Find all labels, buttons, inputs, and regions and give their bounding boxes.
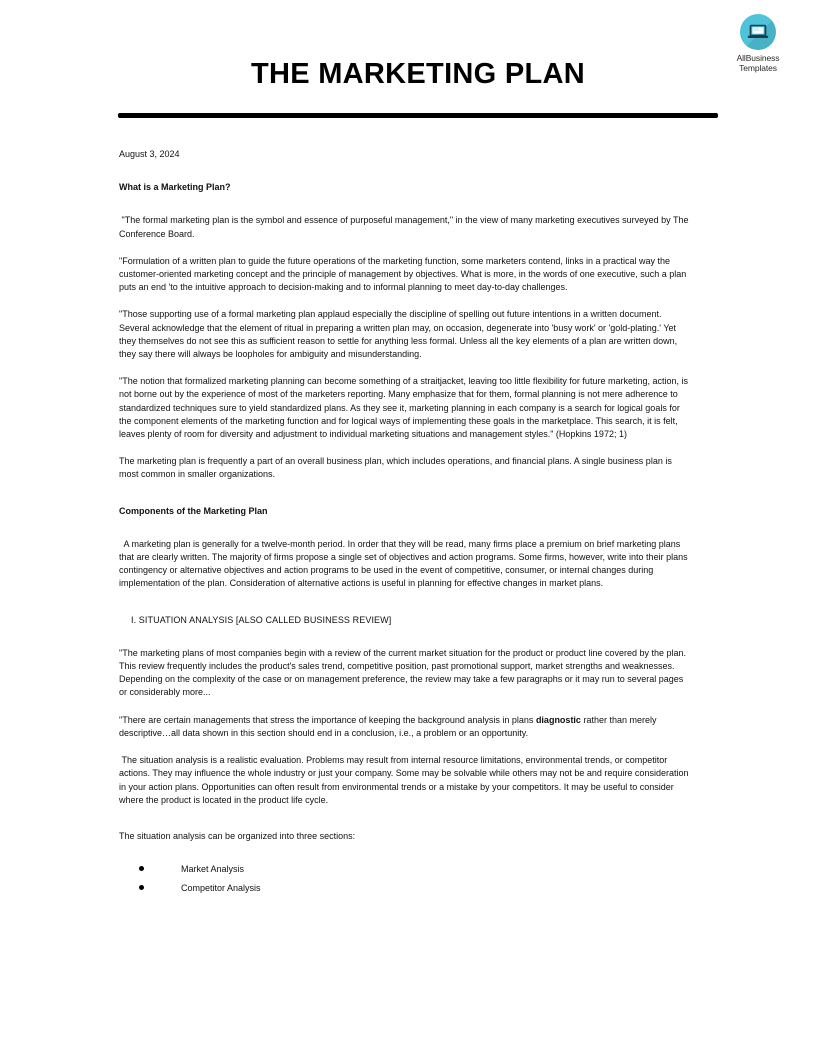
paragraph-3: "Those supporting use of a formal marketing plan applaud especially the discipline of spelling out future intentions in a written document. Several acknowledge that the element of ritual in preparing a written plan may, on occasion, degenerate into 'busy work' or 'gold-plating.' Yet they themselves do not see this as sufficient reason to settle for anything less formal. Unless all the key elements of a plan are written down, they say there will always be loopholes for ambiguity and misunderstanding.: [119, 309, 678, 360]
document-body: [119, 148, 692, 901]
paragraph-5: The marketing plan is frequently a part of an overall business plan, which includes operations, and financial plans. A single business plan is most common in smaller organizations.: [119, 456, 672, 480]
paragraph-9: The situation analysis is a realistic evaluation. Problems may result from internal resource limitations, environmental trends, or competitor actions. They may influence the whole industry or just your company. Some may be solvable while others may not be and require consideration in your action plans. Opportunities can often result from environmental trends or a mistake by your competitors. It may be useful to consider where the product is located in the product life cycle.: [119, 755, 689, 805]
list-item-label: Competitor Analysis: [181, 883, 261, 894]
section-heading-what-is-a-marketing-plan: What is a Marketing Plan?: [119, 182, 231, 193]
list-item: [119, 882, 692, 894]
laptop-icon: [740, 14, 776, 50]
paragraph-1: "The formal marketing plan is the symbol and essence of purposeful management," in the view of many marketing executives surveyed by The Conference Board.: [119, 215, 689, 239]
page-title: THE MARKETING PLAN: [250, 58, 586, 90]
section-heading-situation-analysis: I. SITUATION ANALYSIS [ALSO CALLED BUSINESS REVIEW]: [131, 614, 392, 625]
situation-analysis-list: [119, 863, 692, 894]
paragraph-6: A marketing plan is generally for a twelve-month period. In order that they will be read, many firms place a premium on brief marketing plans that are clearly written. The majority of firms propose a single set of objectives and action programs. Some firms, however, write into their plans contingency or alternative objectives and action programs to be used in the event of competitive, consumer, or internal changes during implementation of the plan. Consideration of alternative actions is useful in planning for effective changes in market plans.: [119, 538, 688, 589]
bullet-icon: [139, 885, 144, 890]
list-item: [119, 863, 692, 875]
section-heading-components: Components of the Marketing Plan: [119, 505, 268, 516]
paragraph-4: "The notion that formalized marketing planning can become something of a straitjacket, leaving too little flexibility for future marketing, action, is not borne out by the experience of most of the marketers reporting. Many emphasize that for them, formal planning is not mere adherence to standardized techniques sure to yield standardized plans. As they see it, marketing planning in each company is a search for logical goals for the component elements of the marketing function and for logical ways of implementing these goals in the marketplace. This search, it is felt, leaves plenty of room for diversity and adjustment to individual marketing situations and management styles." (Hopkins 1972; 1): [119, 376, 688, 440]
list-item-label: Market Analysis: [181, 864, 245, 875]
title-divider: [118, 113, 718, 118]
paragraph-2: "Formulation of a written plan to guide the future operations of the marketing function, some marketers contend, links in a practical way the customer-oriented marketing concept and the principle of management by objectives. What is more, in the words of one executive, such a plan puts an end 'to the intuitive approach to decision-making and to informal planning to meet day-to-day challenges.: [119, 255, 687, 293]
document-date: August 3, 2024: [119, 149, 180, 159]
brand-logo: [716, 14, 800, 73]
paragraph-8-part-a: "There are certain managements that stress the importance of keeping the background analysis in plans: [119, 714, 536, 725]
brand-name-line-2: Templates: [739, 63, 777, 73]
paragraph-8-part-b: rather than merely descriptive…all data shown in this section should end in a conclusion, i.e., a problem or an opportunity.: [119, 714, 657, 738]
bullet-icon: [139, 866, 144, 871]
paragraph-7: "The marketing plans of most companies begin with a review of the current market situation for the product or product line covered by the plan. This review frequently includes the product's sales trend, competitive position, past promotional support, market strengths and weaknesses. Depending on the complexity of the case or on management preference, the review may take a few paragraphs or it may run to several pages or considerably more...: [119, 647, 686, 698]
paragraph-8-emphasis: diagnostic: [535, 714, 581, 725]
paragraph-8: [119, 714, 692, 740]
brand-name-line-1: AllBusiness: [736, 53, 780, 63]
paragraph-10: The situation analysis can be organized into three sections:: [119, 830, 356, 841]
